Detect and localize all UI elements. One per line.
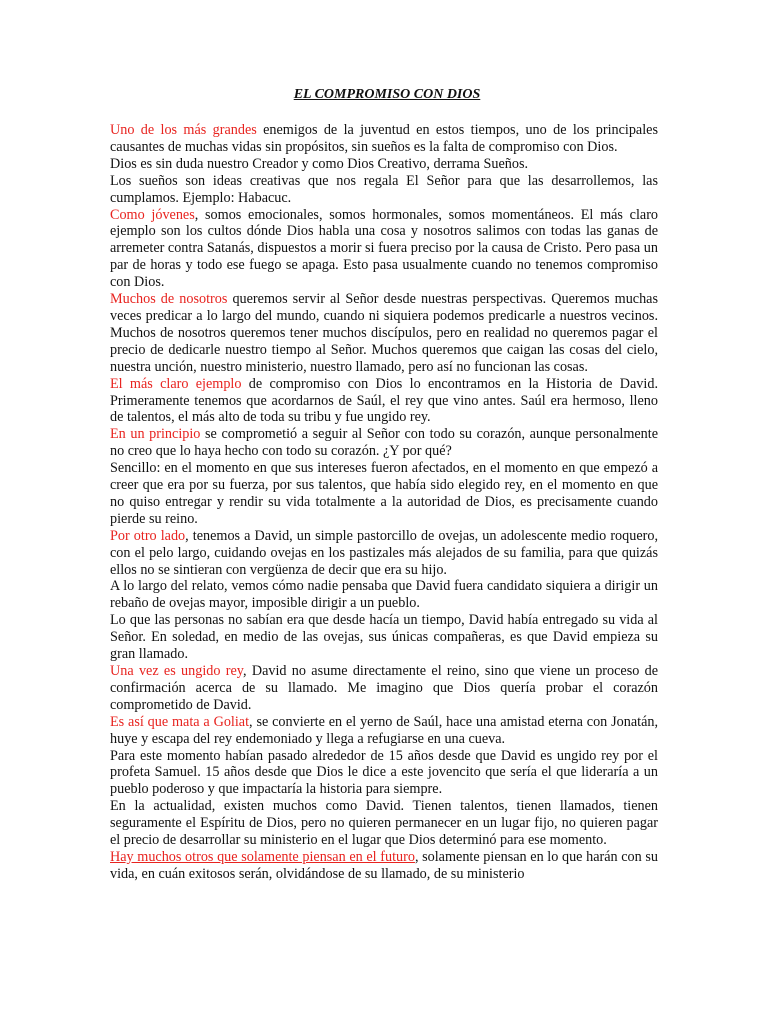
paragraph xyxy=(110,460,658,528)
paragraph-text: Sencillo: en el momento en que sus intereses fueron afectados, en el momento en que empezó a creer que era por su fuerza, por sus talentos, que había sido elegido rey, en el momento en que no quiso entregar y rendir su vida totalmente a la autoridad de Dios, es precisamente cuando pierde su reino. xyxy=(110,460,658,527)
paragraph-text: Para este momento habían pasado alrededor de 15 años desde que David es ungido rey por el profeta Samuel. 15 años desde que Dios le dice a este jovencito que sería el que lideraría a un pueblo poderoso y que impactaría la historia para siempre. xyxy=(110,747,658,798)
paragraph xyxy=(110,376,658,427)
paragraph-text: se comprometió a seguir al Señor con todo su corazón, aunque personalmente no creo que lo haya hecho con todo su corazón. ¿Y por qué? xyxy=(110,426,658,460)
paragraph xyxy=(110,207,658,292)
paragraph-lead-highlight: Por otro lado xyxy=(110,527,186,544)
paragraph-text: Dios es sin duda nuestro Creador y como Dios Creativo, derrama Sueños. xyxy=(110,155,529,172)
paragraph-text: queremos servir al Señor desde nuestras perspectivas. Queremos muchas veces predicar a lo largo del mundo, cuando ni siquiera podemos predicarle a nuestros vecinos. Muchos de nosotros queremos tener muchos discípulos, pero en realidad no queremos pagar el precio de dedicarle nuestro tiempo al Señor. Muchos queremos que caigan las cosas del cielo, nuestra unción, nuestro ministerio, nuestro llamado, pero así no funcionan las cosas. xyxy=(110,291,658,375)
paragraph xyxy=(110,122,658,156)
paragraph xyxy=(110,173,658,207)
paragraph-lead-highlight: En un principio xyxy=(110,426,201,443)
paragraph-text: enemigos de la juventud en estos tiempos, uno de los principales causantes de muchas vidas sin propósitos, sin sueños es la falta de compromiso con Dios. xyxy=(110,122,658,155)
paragraph xyxy=(110,426,658,460)
paragraph-text: , somos emocionales, somos hormonales, somos momentáneos. El más claro ejemplo son los cultos dónde Dios habla una cosa y nosotros salimos con todas las ganas de arremeter contra Satanás, dispuestos a morir si fuera preciso por la causa de Cristo. Pero pasa un par de horas y todo ese fuego se apaga. Esto pasa usualmente cuando no tenemos compromiso con Dios. xyxy=(110,206,659,291)
paragraph-text: de compromiso con Dios lo encontramos en la Historia de David. Primeramente tenemos que acordarnos de Saúl, el rey que vino antes. Saúl era hermoso, lleno de talentos, el más alto de toda su tribu y fue ungido rey. xyxy=(110,375,658,426)
paragraph-lead-highlight: El más claro ejemplo xyxy=(110,375,242,392)
paragraph-text: Los sueños son ideas creativas que nos regala El Señor para que las desarrollemos, las cumplamos. Ejemplo: Habacuc. xyxy=(110,172,658,206)
document-page xyxy=(110,86,658,883)
paragraph xyxy=(110,714,658,748)
paragraph xyxy=(110,663,658,714)
paragraph-lead-highlight: Como jóvenes xyxy=(110,206,195,223)
paragraph xyxy=(110,849,658,883)
paragraph-text: En la actualidad, existen muchos como David. Tienen talentos, tienen llamados, tienen seguramente el Espíritu de Dios, pero no quieren permanecer en un lugar fijo, no quieren pagar el precio de desarrollar su ministerio en el lugar que Dios determinó para ese momento. xyxy=(110,798,658,849)
paragraph-lead-highlight: Hay muchos otros que solamente piensan en el futuro xyxy=(110,848,415,865)
paragraph-lead-highlight: Es así que mata a Goliat xyxy=(110,713,250,730)
paragraph-lead-highlight: Una vez es ungido rey xyxy=(110,663,243,679)
paragraph xyxy=(110,291,658,376)
paragraph-text: A lo largo del relato, vemos cómo nadie pensaba que David fuera candidato siquiera a dirigir un rebaño de ovejas mayor, imposible dirigir a un pueblo. xyxy=(110,578,658,612)
paragraph xyxy=(110,748,658,799)
paragraph-lead-highlight: Uno de los más grandes xyxy=(110,122,257,138)
paragraph-text: , David no asume directamente el reino, sino que viene un proceso de confirmación acerca de su llamado. Me imagino que Dios quería probar el corazón comprometido de David. xyxy=(110,663,659,713)
paragraph-text: , solamente piensan en lo que harán con su vida, en cuán exitosos serán, olvidándose de su llamado, de su ministerio xyxy=(110,848,658,882)
paragraph-lead-highlight: Muchos de nosotros xyxy=(110,291,228,308)
document-title: EL COMPROMISO CON DIOS xyxy=(293,87,481,102)
paragraph xyxy=(110,612,658,663)
paragraph xyxy=(110,798,658,849)
paragraph xyxy=(110,578,658,612)
paragraph xyxy=(110,156,658,173)
document-body xyxy=(110,122,658,883)
paragraph-text: , tenemos a David, un simple pastorcillo de ovejas, un adolescente medio roquero, con el pelo largo, cuidando ovejas en los pastizales más alejados de su familia, para que quizás ellos no se sintieran con vergüenza de decir que era su hijo. xyxy=(110,527,659,578)
paragraph-text: Lo que las personas no sabían era que desde hacía un tiempo, David había entregado su vida al Señor. En soledad, en medio de las ovejas, sus únicas compañeras, es que David empieza su gran llamado. xyxy=(110,612,658,663)
paragraph xyxy=(110,528,658,579)
paragraph-text: , se convierte en el yerno de Saúl, hace una amistad eterna con Jonatán, huye y escapa del rey endemoniado y llega a refugiarse en una cueva. xyxy=(110,713,659,747)
